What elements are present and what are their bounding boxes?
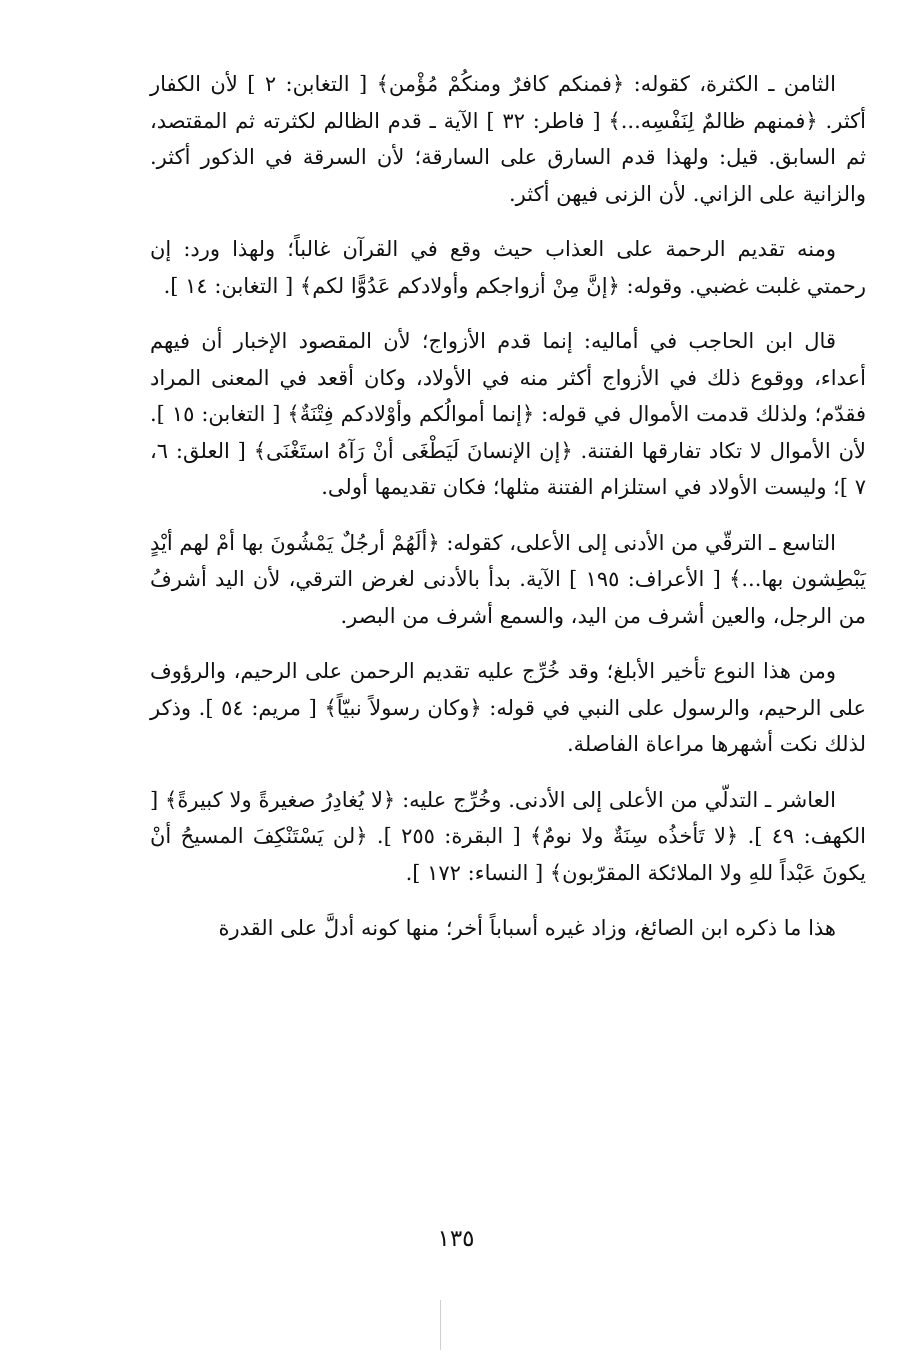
paragraph-eighth-reason: الثامن ـ الكثرة، كقوله: ﴿فمنكم كافرٌ ومنكُمْ مُؤْمن﴾ [ التغابن: ٢ ] لأن الكفار أكثر. ﴿فمنهم ظالمٌ لِنَفْسِه...﴾ [ فاطر: ٣٢ ] الآية ـ قدم الظالم لكثرته ثم المقتصد، ثم السابق. قيل: ولهذا قدم السارق على السارقة؛ لأن السرقة في الذكور أكثر. والزانية على الزاني. لأن الزنى فيهن أكثر. [150,72,866,206]
binding-rule [440,1300,441,1350]
paragraph-tenth-reason: العاشر ـ التدلّي من الأعلى إلى الأدنى. وخُرِّج عليه: ﴿لا يُغادِرُ صغيرةً ولا كبيرةً﴾ [ الكهف: ٤٩ ]. ﴿لا تَأخذُه سِنَةٌ ولا نومٌ﴾ [ البقرة: ٢٥٥ ]. ﴿لن يَسْتَنْكِفَ المسيحُ أنْ يكونَ عَبْداً للهِ ولا الملائكة المقرّبون﴾ [ النساء: ١٧٢ ]. [150,787,867,885]
page-number: ١٣٥ [437,1226,475,1252]
paragraph-ibn-al-hajib: قال ابن الحاجب في أماليه: إنما قدم الأزواج؛ لأن المقصود الإخبار أن فيهم أعداء، ووقوع ذلك في الأزواج أكثر منه في الأولاد، وكان أقعد في المعنى المراد فقدّم؛ ولذلك قدمت الأموال في قوله: ﴿إنما أموالُكم وأوْلادكم فِتْنَةٌ﴾ [ التغابن: ١٥ ]. لأن الأموال لا تكاد تفارقها الفتنة. ﴿إن الإنسانَ لَيَطْغَى أنْ رَآهُ استَغْنَى﴾ [ العلق: ٦، ٧ ]؛ وليست الأولاد في استلزام الفتنة مثلها؛ فكان تقديمها أولى. [150,329,867,499]
paragraph-ninth-reason: التاسع ـ الترقّي من الأدنى إلى الأعلى، كقوله: ﴿ألَهُمْ أرجُلٌ يَمْشُونَ بها أمْ لهم أيْدٍ يَبْطِشون بها...﴾ [ الأعراف: ١٩٥ ] الآية. بدأ بالأدنى لغرض الترقي، لأن اليد أشرفُ من الرجل، والعين أشرف من اليد، والسمع أشرف من البصر. [150,530,866,628]
paragraph-delaying-the-more-eloquent: ومن هذا النوع تأخير الأبلغ؛ وقد خُرِّج عليه تقديم الرحمن على الرحيم، والرؤوف على الرحيم، والرسول على النبي في قوله: ﴿وكان رسولاً نبيّاً﴾ [ مريم: ٥٤ ]. وذكر لذلك نكت أشهرها مراعاة الفاصلة. [150,659,866,756]
paragraph-ibn-al-saigh: هذا ما ذكره ابن الصائغ، وزاد غيره أسباباً أخر؛ منها كونه أدلَّ على القدرة [218,916,836,940]
page-body [150,66,866,966]
paragraph-mercy-before-punishment: ومنه تقديم الرحمة على العذاب حيث وقع في القرآن غالباً؛ ولهذا ورد: إن رحمتي غلبت غضبي. وقوله: ﴿إنَّ مِنْ أزواجكم وأولادكم عَدُوًّا لكم﴾ [ التغابن: ١٤ ]. [150,237,866,298]
